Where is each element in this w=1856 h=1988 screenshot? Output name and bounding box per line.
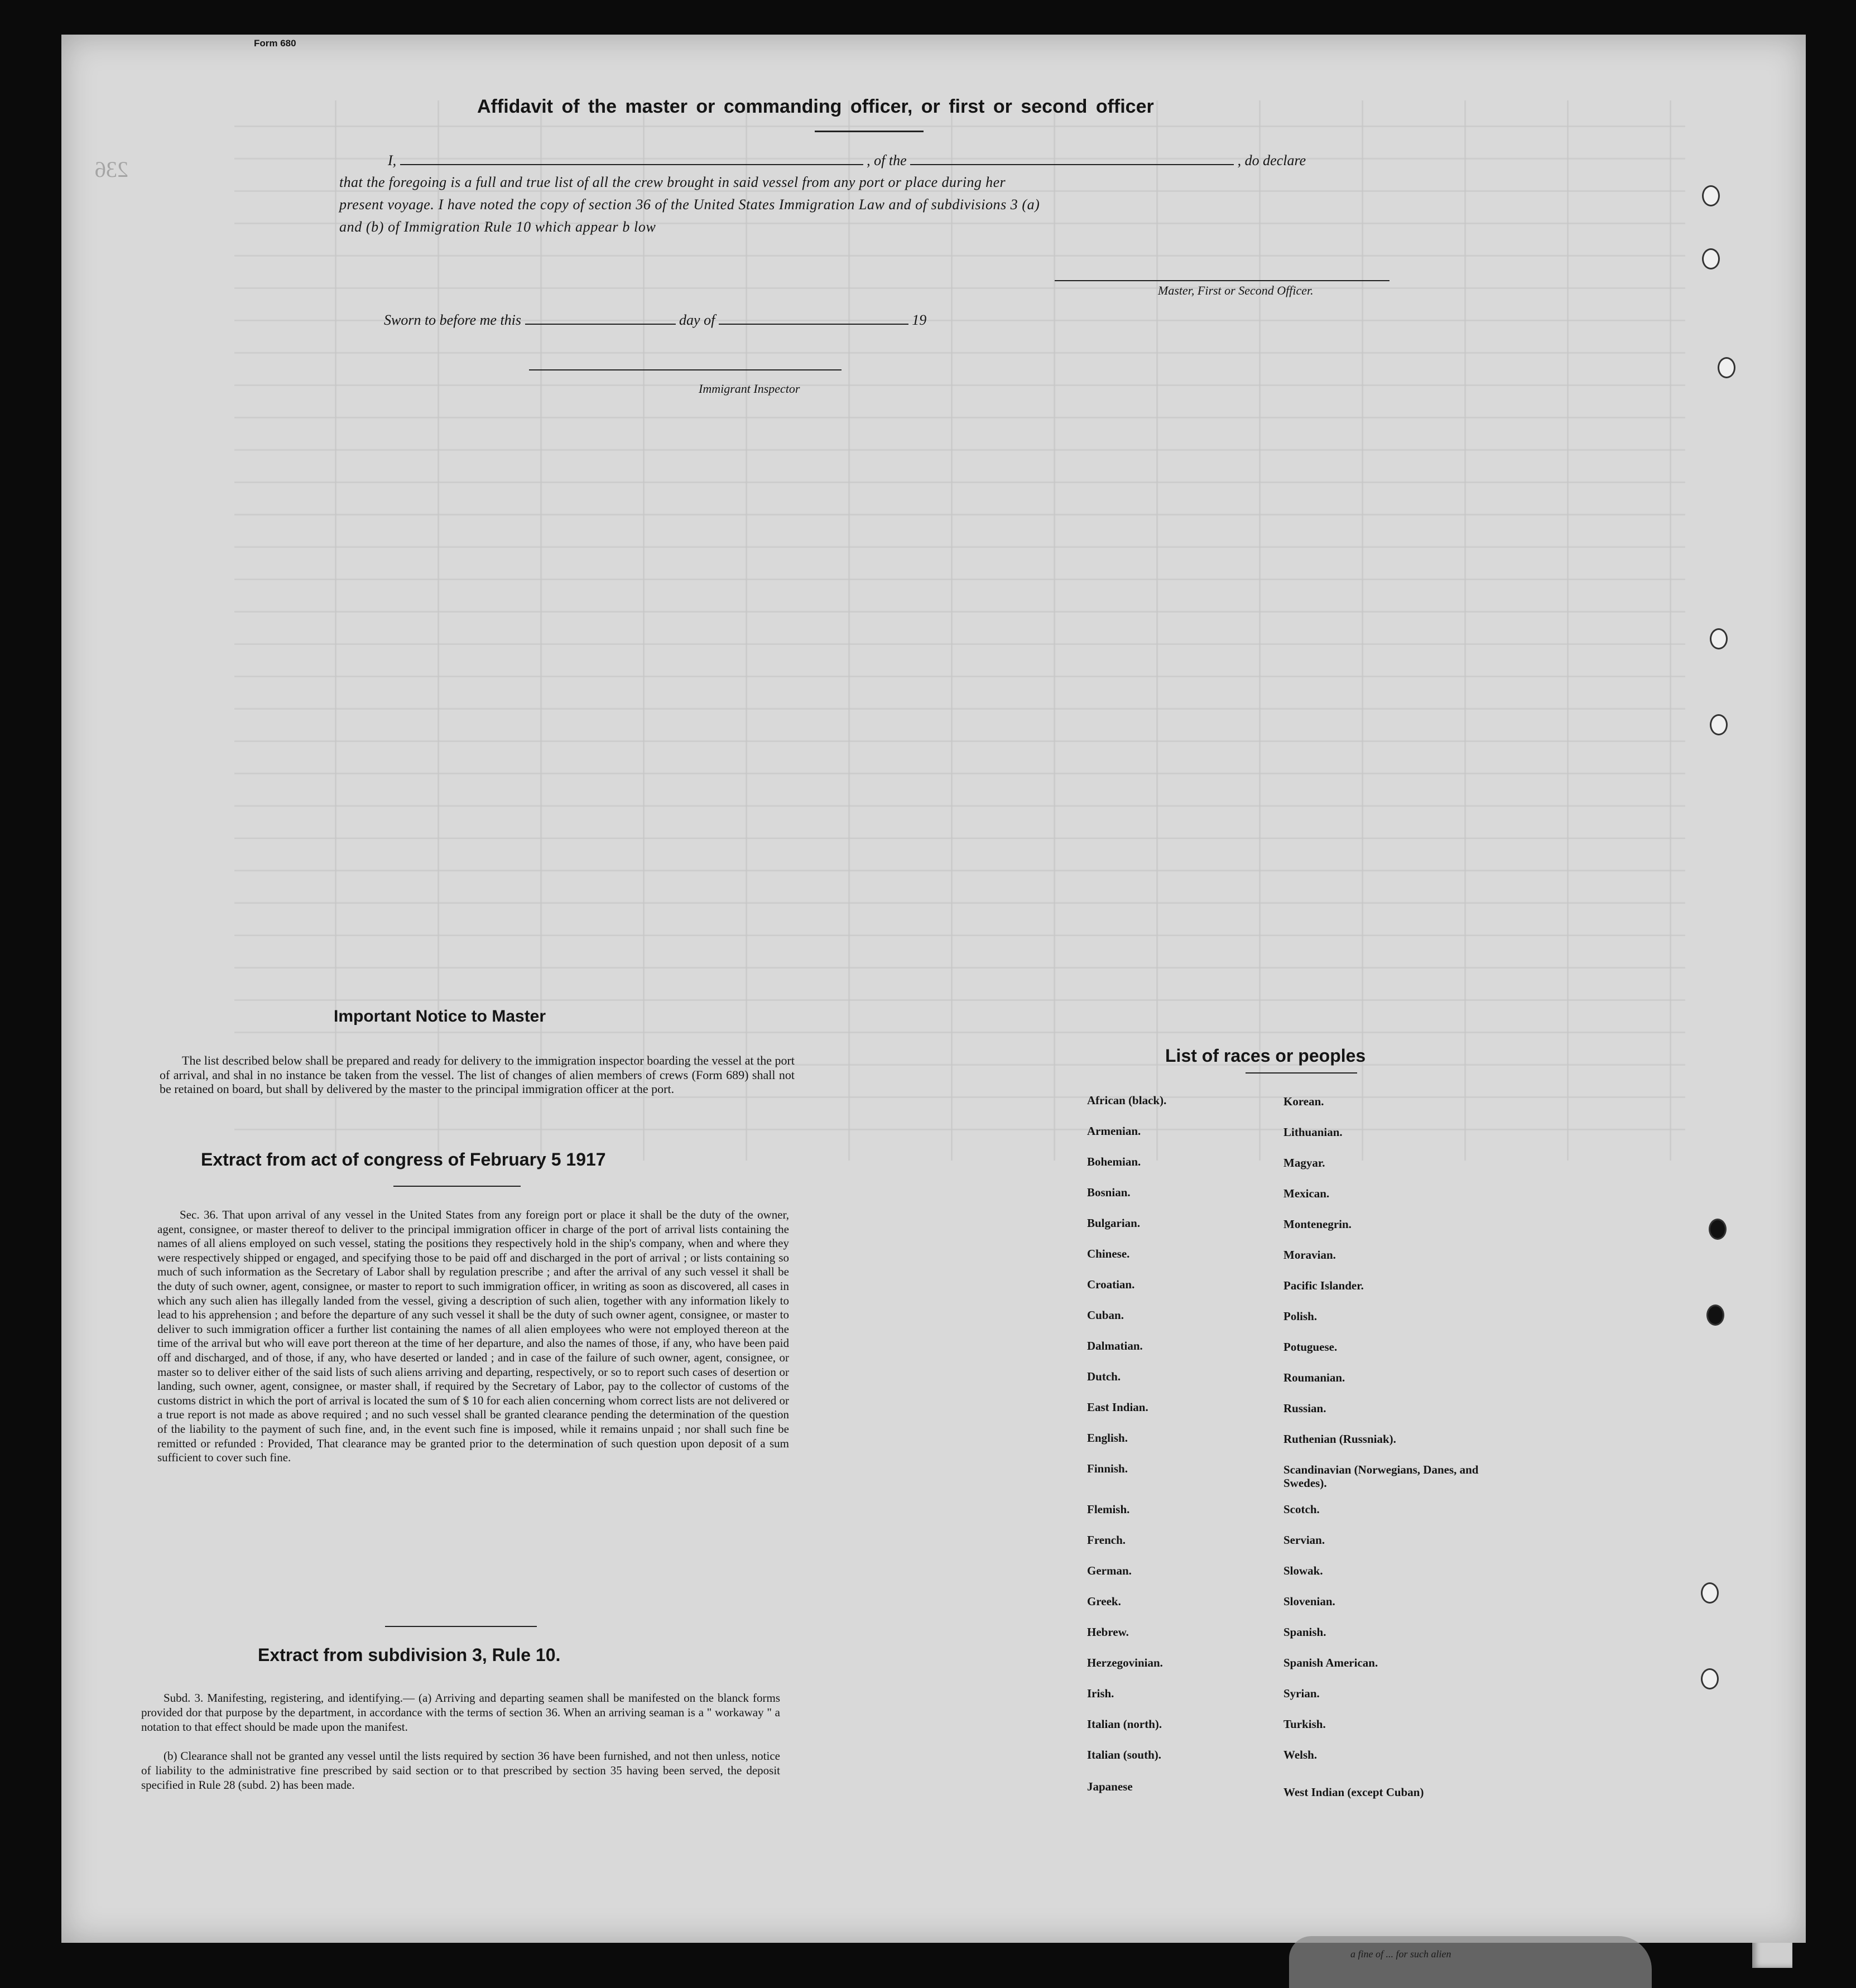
- officer-label: Master, First or Second Officer.: [1158, 283, 1314, 297]
- affidavit-of-the: , of the: [867, 152, 907, 169]
- left-race-item: German.: [1087, 1564, 1132, 1577]
- right-race-item: Roumanian.: [1283, 1371, 1345, 1384]
- act-title-rule: [393, 1186, 521, 1187]
- affidavit-line4: and (b) of Immigration Rule 10 which appear b low: [339, 219, 656, 235]
- binding-hole: [1701, 1668, 1719, 1689]
- affidavit-declare: , do declare: [1237, 152, 1306, 169]
- races-title: List of races or peoples: [1165, 1046, 1366, 1066]
- right-race-item: Moravian.: [1283, 1248, 1336, 1262]
- right-race-item: Lithuanian.: [1283, 1125, 1343, 1139]
- left-race-item: Italian (south).: [1087, 1748, 1162, 1761]
- sworn-text: Sworn to before me this: [384, 312, 522, 328]
- right-race-item: Polish.: [1283, 1310, 1318, 1323]
- left-race-item: Italian (north).: [1087, 1717, 1162, 1731]
- binding-hole: [1702, 248, 1720, 269]
- rule-text-b: (b) Clearance shall not be granted any vessel until the lists required by section 36 have been furnished, and not then unless, notice of liability to the administrative fine prescribed by said section or to that prescribed by section 35 having been served, the deposit specified in Rule 28 (subd. 2) has been made.: [141, 1749, 780, 1792]
- right-race-item: Russian.: [1283, 1402, 1326, 1415]
- left-race-item: Japanese: [1087, 1780, 1133, 1793]
- right-race-item: Potuguese.: [1283, 1340, 1338, 1354]
- right-race-item: Turkish.: [1283, 1717, 1326, 1731]
- rule-divider: [385, 1626, 537, 1627]
- affidavit-title: Affidavit of the master or commanding officer, or first or second officer: [477, 96, 1154, 117]
- act-title: Extract from act of congress of February 5 1917: [201, 1149, 606, 1169]
- day-of-text: day of: [679, 312, 715, 328]
- right-race-item: Scandinavian (Norwegians, Danes, and Swedes).: [1283, 1463, 1479, 1490]
- right-race-item: Scotch.: [1283, 1503, 1320, 1516]
- right-race-item: Magyar.: [1283, 1156, 1325, 1169]
- left-race-item: Irish.: [1087, 1687, 1114, 1700]
- tear-text: a fine of ... for such alien: [1350, 1948, 1451, 1960]
- left-race-item: Armenian.: [1087, 1124, 1141, 1138]
- notice-text: The list described below shall be prepared and ready for delivery to the immigration inspector boarding the vessel at the port of arrival, and shal in no instance be taken from the vessel. The list of changes of alien members of crews (Form 689) shall not be retained on board, but shall by delivered by the master to the principal immigration officer at the port.: [160, 1053, 795, 1096]
- inspector-signature-line: [529, 369, 842, 370]
- affidavit-i: I,: [388, 152, 397, 169]
- left-race-item: Herzegovinian.: [1087, 1656, 1163, 1669]
- left-race-item: Bohemian.: [1087, 1155, 1141, 1168]
- right-race-item: Spanish.: [1283, 1625, 1326, 1639]
- right-race-item: Syrian.: [1283, 1687, 1320, 1700]
- right-race-item: Spanish American.: [1283, 1656, 1378, 1669]
- act-text: Sec. 36. That upon arrival of any vessel in the United States from any foreign port or place it shall be the duty of the owner, agent, consignee, or master thereof to deliver to the principal immigration officer in charge of the port of arrival lists containing the names of all aliens employed on such vessel, stating the positions they respectively hold in the ship's company, when and where they were respectively shipped or engaged, and specifying those to be paid off and discharged in the port of arrival ; or lists containing so much of such information as the Secretary of Labor shall by regulation prescribe ; and after the arrival of any such vessel it shall be the duty of such owner, agent, consignee, or master to report to such immigration officer, in writing as soon as discovered, all cases in which any such alien has illegally landed from the vessel, giving a description of such alien, together with any information likely to lead to his apprehension ; and before the departure of any such vessel it shall be the duty of such owner agent, consignee, or master to deliver to such immigration officer a further list containing the names of all alien employees who were not employed thereon at the time of the arrival but who will eave port thereon at the time of her departure, and also the names of those, if any, who have been paid off and discharged, and of those, if any, who have deserted or landed ; and in case of the failure of such owner, agent, consignee, or master so to deliver either of the said lists of such aliens arriving and departing, respectively, or so to report such cases of desertion or landing, such owner, agent, consignee, or master shall, if required by the Secretary of Labor, pay to the collector of customs of the customs district in which the port of arrival is located the sum of $ 10 for each alien concerning whom correct lists are not delivered or a true report is not made as above required ; and no such vessel shall be granted clearance pending the determination of the question of the liability to the payment of such fine, and, in the event such fine is imposed, while it remains unpaid ; nor shall such fine be remitted or refunded : Provided, That clearance may be granted prior to the determination of such question upon deposit of a sum sufficient to cover such fine.: [157, 1208, 789, 1465]
- right-race-item: Slowak.: [1283, 1564, 1323, 1577]
- left-race-item: French.: [1087, 1533, 1126, 1547]
- right-race-item: Pacific Islander.: [1283, 1279, 1364, 1292]
- left-race-item: Croatian.: [1087, 1278, 1135, 1291]
- officer-signature-line: [1055, 280, 1389, 281]
- name-blank: [400, 152, 863, 165]
- races-title-rule: [1246, 1072, 1357, 1074]
- binding-hole: [1706, 1305, 1724, 1326]
- left-race-item: Flemish.: [1087, 1503, 1130, 1516]
- affidavit-line2: that the foregoing is a full and true list of all the crew brought in said vessel from any port or place during her: [339, 174, 1006, 190]
- right-race-item: Korean.: [1283, 1095, 1324, 1108]
- day-blank: [525, 311, 676, 325]
- affidavit-line1: [388, 152, 1306, 169]
- rule-text-a: Subd. 3. Manifesting, registering, and identifying.— (a) Arriving and departing seamen shall be manifested on the blanck forms provided dor that purpose by the department, in accordance with the terms of section 36. When an arriving seaman is a " workaway " a notation to that effect should be made upon the manifest.: [141, 1691, 780, 1734]
- binding-hole: [1701, 1582, 1719, 1604]
- right-race-item: Mexican.: [1283, 1187, 1330, 1200]
- title-rule: [815, 131, 924, 132]
- left-race-item: Dutch.: [1087, 1370, 1121, 1383]
- left-race-item: Finnish.: [1087, 1462, 1128, 1475]
- right-race-item: Servian.: [1283, 1533, 1325, 1547]
- margin-number: 236: [95, 157, 128, 182]
- torn-corner: [1289, 1936, 1652, 1988]
- right-race-item: Montenegrin.: [1283, 1217, 1352, 1231]
- right-race-item: Welsh.: [1283, 1748, 1318, 1761]
- binding-hole: [1710, 628, 1728, 649]
- left-race-item: Cuban.: [1087, 1308, 1124, 1322]
- left-race-item: Chinese.: [1087, 1247, 1130, 1260]
- inspector-label: Immigrant Inspector: [699, 382, 800, 396]
- left-race-item: African (black).: [1087, 1094, 1167, 1107]
- binding-hole: [1710, 714, 1728, 735]
- year-text: 19: [912, 312, 927, 328]
- right-race-item: West Indian (except Cuban): [1283, 1785, 1424, 1799]
- left-race-item: Bulgarian.: [1087, 1216, 1141, 1230]
- left-race-item: English.: [1087, 1431, 1128, 1445]
- left-race-item: Bosnian.: [1087, 1186, 1131, 1199]
- left-race-item: Greek.: [1087, 1595, 1121, 1608]
- left-race-item: Hebrew.: [1087, 1625, 1129, 1639]
- binding-hole: [1702, 185, 1720, 206]
- right-race-item: Ruthenian (Russniak).: [1283, 1432, 1396, 1446]
- right-race-item: Slovenian.: [1283, 1595, 1335, 1608]
- month-blank: [719, 311, 908, 325]
- binding-hole: [1718, 357, 1735, 378]
- vessel-blank: [910, 152, 1234, 165]
- sworn-line: [384, 311, 926, 329]
- left-race-item: Dalmatian.: [1087, 1339, 1143, 1352]
- rule-title: Extract from subdivision 3, Rule 10.: [258, 1645, 561, 1665]
- form-number: Form 680: [254, 38, 296, 49]
- binding-hole: [1709, 1219, 1727, 1240]
- notice-title: Important Notice to Master: [334, 1007, 546, 1026]
- left-race-item: East Indian.: [1087, 1400, 1148, 1414]
- affidavit-line3: present voyage. I have noted the copy of section 36 of the United States Immigration Law and of subdivisions 3 (a): [339, 196, 1040, 213]
